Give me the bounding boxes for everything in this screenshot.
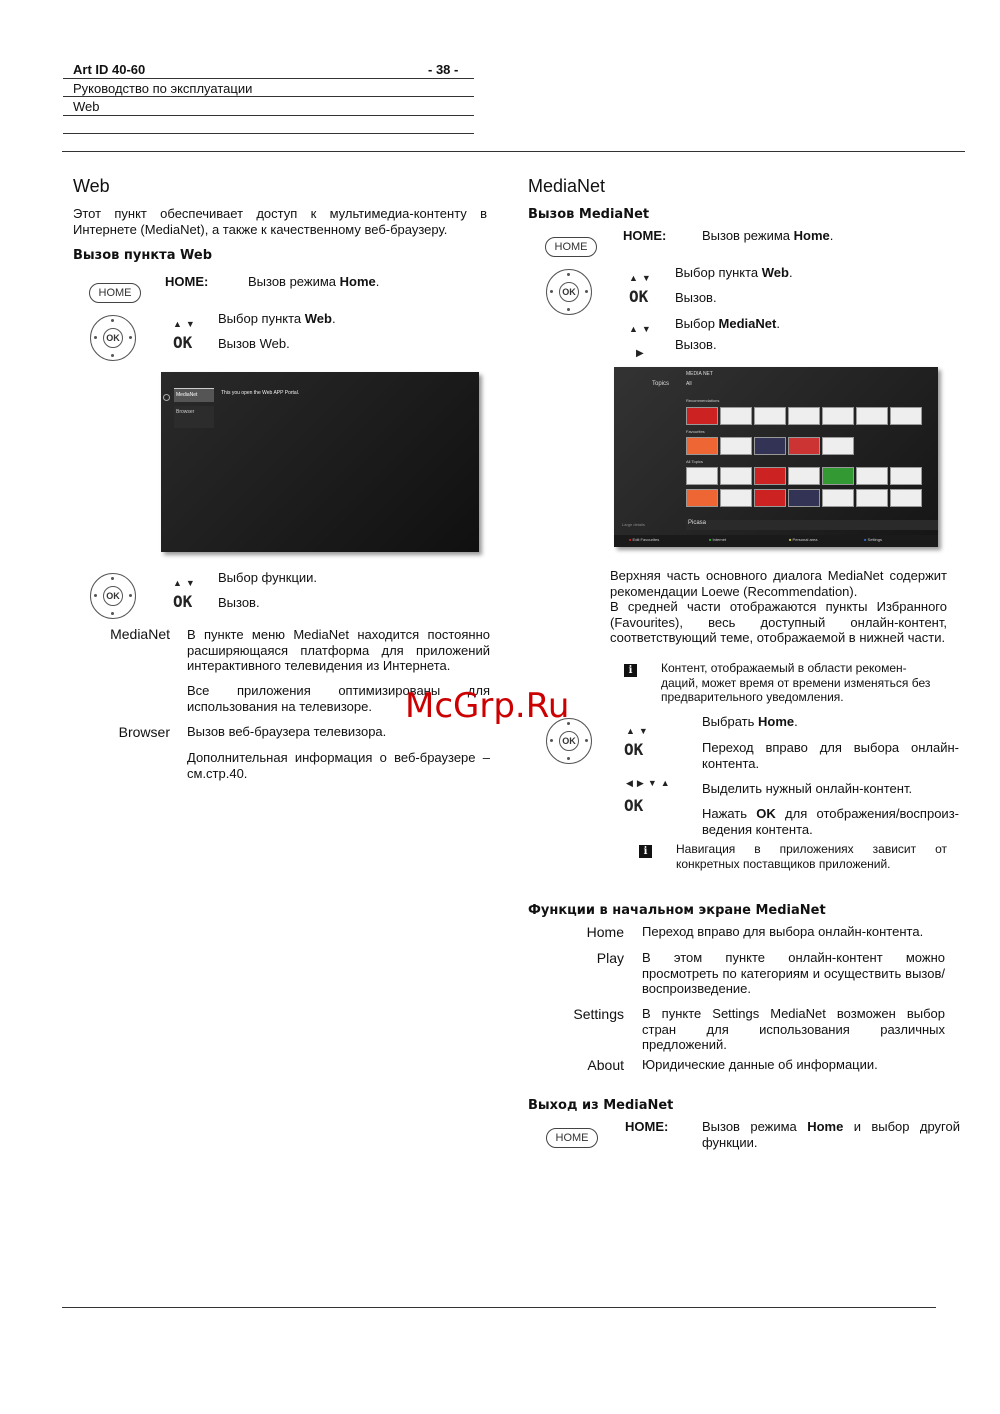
info-text-1: Контент, отображаемый в области рекомен-даций, может время от времени изменяться без предварительного уведомления.: [661, 661, 931, 704]
home-key-label: HOME:: [623, 228, 667, 243]
ok-key-icon: OK: [173, 333, 193, 352]
up-down-arrows-icon: ▲▼: [626, 726, 652, 736]
call-text: Вызов.: [218, 595, 260, 610]
bottom-rule: [62, 1307, 936, 1308]
menu-item-medianet: MediaNet: [174, 388, 214, 402]
ok-center-icon: OK: [559, 731, 579, 751]
watermark: McGrp.Ru: [405, 686, 570, 726]
info-icon: i: [639, 845, 652, 858]
ok-pad-icon: [546, 269, 592, 315]
footer-internet: ■ Internet: [709, 537, 727, 542]
go-right-text: Переход вправо для выбора онлайн-контента.: [702, 740, 959, 771]
function-label-play: Play: [596, 950, 624, 966]
direction-arrows-icon: ◀▶▼▲: [626, 778, 674, 788]
menu-item-browser: Browser: [174, 406, 214, 428]
up-down-arrows-icon: ▲▼: [173, 319, 199, 329]
info-icon: i: [624, 664, 637, 677]
section-title: Web: [73, 99, 100, 114]
bottom-value: Picasa: [686, 520, 938, 530]
top-rule: [62, 151, 965, 152]
footer-settings: ■ Settings: [864, 537, 882, 542]
topics-value: All: [686, 381, 692, 387]
home-key-label: HOME:: [165, 274, 209, 289]
ok-pad-icon: [90, 315, 136, 361]
medianet-desc-1: Верхняя часть основного диалога MediaNet содержит рекомендации Loewe (Recommendation).: [610, 568, 947, 599]
screen-header: MEDIA NET: [686, 371, 713, 377]
row-favourites: Favourites: [686, 429, 705, 434]
home-button-icon: HOME: [546, 1128, 598, 1148]
bottom-label: Large details: [622, 522, 645, 527]
function-text-play: В этом пункте онлайн-контент можно просмотреть по категориям и осуществить вызов/воспроизведение.: [642, 950, 945, 996]
ok-pad-icon: [90, 573, 136, 619]
row-all-topics: All Topics: [686, 459, 703, 464]
ok-key-icon: OK: [173, 592, 193, 611]
browser-text: Вызов веб-браузера телевизора.: [187, 724, 387, 739]
home-button-icon: HOME: [89, 283, 141, 303]
web-portal-screenshot: [161, 372, 479, 552]
call-medianet-heading: Вызов MediaNet: [528, 207, 650, 222]
functions-heading: Функции в начальном экране MediaNet: [528, 903, 826, 918]
exit-text: Вызов режима Home и выбор другой функции.: [702, 1119, 960, 1150]
medianet-text: В пункте меню MediaNet находится постоянно расширяющаяся платформа для приложений интерактивного телевидения из Интернета.: [187, 627, 490, 673]
function-text-settings: В пункте Settings MediaNet возможен выбор стран для использования различных предложений.: [642, 1006, 945, 1052]
divider: [63, 115, 474, 116]
row-recommendations: Recommendations: [686, 398, 720, 403]
exit-heading: Выход из MediaNet: [528, 1098, 674, 1113]
medianet-label: MediaNet: [110, 626, 170, 642]
home-desc: Вызов режима Home.: [248, 274, 380, 289]
home-button-icon: HOME: [545, 237, 597, 257]
ok-key-icon: OK: [629, 287, 649, 306]
ok-center-icon: OK: [103, 586, 123, 606]
exit-key-label: HOME:: [625, 1119, 669, 1134]
browser-label: Browser: [118, 724, 170, 740]
footer-edit-favourites: ■ Edit Favourites: [629, 537, 660, 542]
divider: [63, 78, 474, 79]
page-number: - 38 -: [428, 62, 459, 77]
home-desc: Вызов режима Home.: [702, 228, 834, 243]
function-text-home: Переход вправо для выбора онлайн-контента.: [642, 924, 924, 939]
call-text: Вызов.: [675, 290, 717, 305]
doc-id: Art ID 40-60: [73, 62, 146, 77]
up-down-arrows-icon: ▲▼: [629, 273, 655, 283]
footer-personal-area: ■ Personal area: [789, 537, 818, 542]
gear-icon: [163, 394, 170, 401]
function-label-about: About: [587, 1057, 624, 1073]
medianet-desc-2: В средней части отображаются пункты Избранного (Favourites), весь доступный онлайн-контент, соответствующий теме, отображаемой в нижней части.: [610, 599, 947, 645]
ok-key-icon: OK: [624, 740, 644, 759]
press-ok-text: Нажать OK для отображения/воспроиз-ведения контента.: [702, 806, 959, 837]
ok-center-icon: OK: [559, 282, 579, 302]
medianet-screenshot: [614, 367, 938, 547]
medianet-text-2: Все приложения оптимизированы для использования на телевизоре.: [187, 683, 490, 714]
topics-label: Topics: [652, 381, 670, 387]
ok-key-icon: OK: [624, 796, 644, 815]
up-down-arrows-icon: ▲▼: [629, 324, 655, 334]
section-heading-medianet: MediaNet: [528, 176, 606, 196]
choose-home-text: Выбрать Home.: [702, 714, 798, 729]
divider: [63, 133, 474, 134]
right-arrow-icon: ▶: [636, 348, 648, 359]
section-heading-web: Web: [73, 176, 110, 196]
select-function-text: Выбор функции.: [218, 570, 318, 585]
portal-message: This you open the Web APP Portal.: [221, 390, 300, 396]
function-label-home: Home: [586, 924, 624, 940]
highlight-text: Выделить нужный онлайн-контент.: [702, 781, 913, 796]
manual-title: Руководство по эксплуатации: [73, 81, 253, 96]
select-web-text: Выбор пункта Web.: [218, 311, 336, 326]
up-down-arrows-icon: ▲▼: [173, 578, 199, 588]
call-text-2: Вызов.: [675, 337, 717, 352]
web-intro: Этот пункт обеспечивает доступ к мультимедиа-контенту в Интернете (MediaNet), а также к качественному веб-браузеру.: [73, 206, 487, 237]
call-web-heading: Вызов пункта Web: [73, 248, 212, 263]
select-medianet-text: Выбор MediaNet.: [675, 316, 780, 331]
ok-center-icon: OK: [103, 328, 123, 348]
function-text-about: Юридические данные об информации.: [642, 1057, 878, 1072]
browser-text-2: Дополнительная информация о веб-браузере – см.стр.40.: [187, 750, 490, 781]
function-label-settings: Settings: [573, 1006, 624, 1022]
select-web-text: Выбор пункта Web.: [675, 265, 793, 280]
divider: [63, 96, 474, 97]
call-web-text: Вызов Web.: [218, 336, 290, 351]
info-text-2: Навигация в приложениях зависит от конкретных поставщиков приложений.: [676, 842, 947, 871]
